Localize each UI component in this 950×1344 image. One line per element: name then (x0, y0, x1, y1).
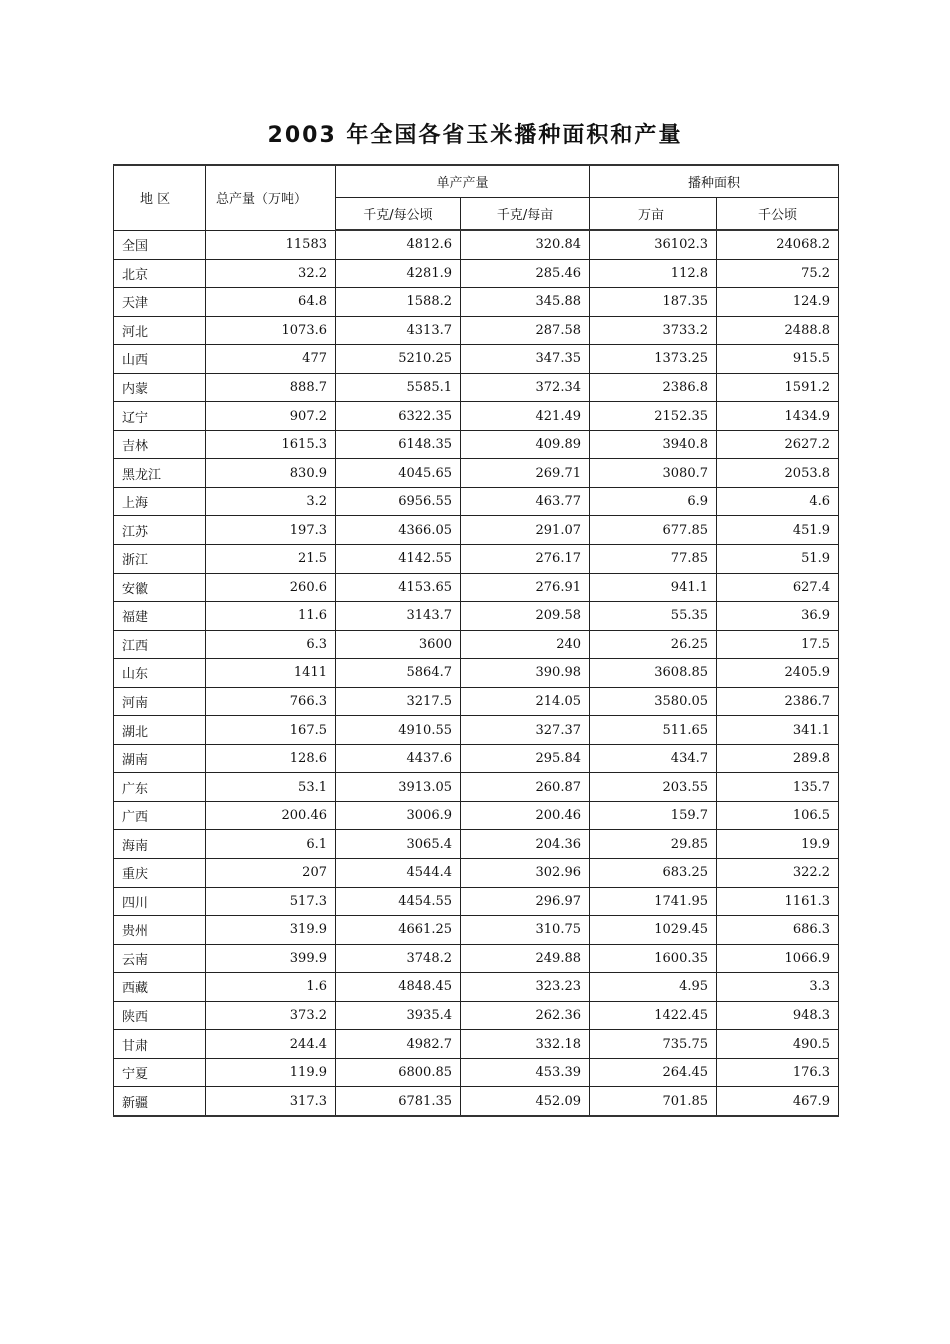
region-cell: 全国 (114, 230, 206, 259)
thousand-ha-cell: 176.3 (717, 1058, 839, 1087)
total-output-cell: 167.5 (206, 716, 336, 745)
table-row (114, 973, 839, 1002)
region-cell: 湖北 (114, 716, 206, 745)
kg-per-ha-cell: 6956.55 (336, 487, 461, 516)
thousand-ha-cell: 1591.2 (717, 373, 839, 402)
total-output-cell: 207 (206, 859, 336, 888)
kg-per-ha-cell: 6800.85 (336, 1058, 461, 1087)
total-output-cell: 830.9 (206, 459, 336, 488)
kg-per-mu-cell: 269.71 (461, 459, 590, 488)
kg-per-ha-cell: 4454.55 (336, 887, 461, 916)
table-row (114, 602, 839, 631)
kg-per-mu-cell: 347.35 (461, 345, 590, 374)
table-row (114, 573, 839, 602)
total-output-cell: 11.6 (206, 602, 336, 631)
region-cell: 天津 (114, 288, 206, 317)
table-row (114, 1030, 839, 1059)
thousand-ha-cell: 1161.3 (717, 887, 839, 916)
table-row (114, 1087, 839, 1116)
total-output-cell: 399.9 (206, 944, 336, 973)
thousand-ha-cell: 2405.9 (717, 659, 839, 688)
wan-mu-cell: 1029.45 (590, 916, 717, 945)
table-row (114, 859, 839, 888)
thousand-ha-cell: 19.9 (717, 830, 839, 859)
kg-per-ha-cell: 3600 (336, 630, 461, 659)
thousand-ha-cell: 124.9 (717, 288, 839, 317)
kg-per-mu-cell: 332.18 (461, 1030, 590, 1059)
table-row (114, 687, 839, 716)
region-cell: 重庆 (114, 859, 206, 888)
wan-mu-cell: 1741.95 (590, 887, 717, 916)
kg-per-ha-cell: 4366.05 (336, 516, 461, 545)
thousand-ha-cell: 24068.2 (717, 230, 839, 259)
wan-mu-cell: 3608.85 (590, 659, 717, 688)
kg-per-ha-cell: 6322.35 (336, 402, 461, 431)
kg-per-ha-cell: 5210.25 (336, 345, 461, 374)
kg-per-ha-cell: 4982.7 (336, 1030, 461, 1059)
wan-mu-cell: 3080.7 (590, 459, 717, 488)
region-cell: 上海 (114, 487, 206, 516)
kg-per-mu-cell: 295.84 (461, 744, 590, 773)
kg-per-mu-cell: 452.09 (461, 1087, 590, 1116)
kg-per-ha-cell: 4437.6 (336, 744, 461, 773)
total-output-cell: 1615.3 (206, 430, 336, 459)
region-cell: 黑龙江 (114, 459, 206, 488)
kg-per-mu-cell: 200.46 (461, 801, 590, 830)
region-cell: 甘肃 (114, 1030, 206, 1059)
table-row (114, 830, 839, 859)
kg-per-mu-cell: 409.89 (461, 430, 590, 459)
kg-per-ha-cell: 4812.6 (336, 230, 461, 259)
header-total-output: 总产量（万吨） (206, 165, 336, 230)
total-output-cell: 317.3 (206, 1087, 336, 1116)
kg-per-ha-cell: 5585.1 (336, 373, 461, 402)
region-cell: 贵州 (114, 916, 206, 945)
kg-per-ha-cell: 5864.7 (336, 659, 461, 688)
kg-per-mu-cell: 323.23 (461, 973, 590, 1002)
total-output-cell: 119.9 (206, 1058, 336, 1087)
kg-per-ha-cell: 3143.7 (336, 602, 461, 631)
table-row (114, 744, 839, 773)
thousand-ha-cell: 3.3 (717, 973, 839, 1002)
thousand-ha-cell: 17.5 (717, 630, 839, 659)
region-cell: 广西 (114, 801, 206, 830)
thousand-ha-cell: 2488.8 (717, 316, 839, 345)
total-output-cell: 244.4 (206, 1030, 336, 1059)
kg-per-mu-cell: 345.88 (461, 288, 590, 317)
kg-per-ha-cell: 3935.4 (336, 1001, 461, 1030)
region-cell: 四川 (114, 887, 206, 916)
table-row (114, 773, 839, 802)
total-output-cell: 373.2 (206, 1001, 336, 1030)
table-row (114, 345, 839, 374)
region-cell: 湖南 (114, 744, 206, 773)
table-row (114, 916, 839, 945)
region-cell: 陕西 (114, 1001, 206, 1030)
kg-per-mu-cell: 249.88 (461, 944, 590, 973)
thousand-ha-cell: 467.9 (717, 1087, 839, 1116)
wan-mu-cell: 2386.8 (590, 373, 717, 402)
total-output-cell: 477 (206, 345, 336, 374)
header-kg-per-mu: 千克/每亩 (461, 198, 590, 231)
wan-mu-cell: 55.35 (590, 602, 717, 631)
total-output-cell: 21.5 (206, 545, 336, 574)
header-thousand-ha: 千公顷 (717, 198, 839, 231)
table-row (114, 259, 839, 288)
kg-per-mu-cell: 463.77 (461, 487, 590, 516)
total-output-cell: 6.3 (206, 630, 336, 659)
wan-mu-cell: 735.75 (590, 1030, 717, 1059)
kg-per-ha-cell: 4281.9 (336, 259, 461, 288)
kg-per-ha-cell: 3913.05 (336, 773, 461, 802)
total-output-cell: 319.9 (206, 916, 336, 945)
wan-mu-cell: 3940.8 (590, 430, 717, 459)
wan-mu-cell: 941.1 (590, 573, 717, 602)
region-cell: 安徽 (114, 573, 206, 602)
kg-per-mu-cell: 372.34 (461, 373, 590, 402)
kg-per-mu-cell: 302.96 (461, 859, 590, 888)
total-output-cell: 3.2 (206, 487, 336, 516)
kg-per-ha-cell: 4910.55 (336, 716, 461, 745)
thousand-ha-cell: 4.6 (717, 487, 839, 516)
total-output-cell: 11583 (206, 230, 336, 259)
table-row (114, 716, 839, 745)
wan-mu-cell: 2152.35 (590, 402, 717, 431)
total-output-cell: 907.2 (206, 402, 336, 431)
table-row (114, 659, 839, 688)
kg-per-mu-cell: 204.36 (461, 830, 590, 859)
kg-per-mu-cell: 276.91 (461, 573, 590, 602)
kg-per-mu-cell: 291.07 (461, 516, 590, 545)
kg-per-ha-cell: 4153.65 (336, 573, 461, 602)
wan-mu-cell: 511.65 (590, 716, 717, 745)
kg-per-mu-cell: 276.17 (461, 545, 590, 574)
kg-per-mu-cell: 310.75 (461, 916, 590, 945)
wan-mu-cell: 1373.25 (590, 345, 717, 374)
wan-mu-cell: 77.85 (590, 545, 717, 574)
table-row (114, 487, 839, 516)
thousand-ha-cell: 51.9 (717, 545, 839, 574)
total-output-cell: 517.3 (206, 887, 336, 916)
wan-mu-cell: 1422.45 (590, 1001, 717, 1030)
table-row (114, 516, 839, 545)
region-cell: 山西 (114, 345, 206, 374)
thousand-ha-cell: 2627.2 (717, 430, 839, 459)
region-cell: 西藏 (114, 973, 206, 1002)
region-cell: 福建 (114, 602, 206, 631)
total-output-cell: 888.7 (206, 373, 336, 402)
total-output-cell: 200.46 (206, 801, 336, 830)
kg-per-ha-cell: 6148.35 (336, 430, 461, 459)
total-output-cell: 197.3 (206, 516, 336, 545)
region-cell: 吉林 (114, 430, 206, 459)
table-row (114, 887, 839, 916)
wan-mu-cell: 683.25 (590, 859, 717, 888)
table-row (114, 316, 839, 345)
page-title: 2003 年全国各省玉米播种面积和产量 (267, 123, 683, 148)
total-output-cell: 128.6 (206, 744, 336, 773)
table-row (114, 288, 839, 317)
wan-mu-cell: 434.7 (590, 744, 717, 773)
table-row (114, 402, 839, 431)
total-output-cell: 260.6 (206, 573, 336, 602)
region-cell: 内蒙 (114, 373, 206, 402)
header-sown-area: 播种面积 (590, 165, 839, 198)
kg-per-ha-cell: 3748.2 (336, 944, 461, 973)
region-cell: 宁夏 (114, 1058, 206, 1087)
wan-mu-cell: 264.45 (590, 1058, 717, 1087)
total-output-cell: 64.8 (206, 288, 336, 317)
kg-per-mu-cell: 287.58 (461, 316, 590, 345)
wan-mu-cell: 6.9 (590, 487, 717, 516)
kg-per-ha-cell: 1588.2 (336, 288, 461, 317)
thousand-ha-cell: 36.9 (717, 602, 839, 631)
kg-per-mu-cell: 421.49 (461, 402, 590, 431)
total-output-cell: 53.1 (206, 773, 336, 802)
total-output-cell: 1073.6 (206, 316, 336, 345)
wan-mu-cell: 1600.35 (590, 944, 717, 973)
kg-per-mu-cell: 240 (461, 630, 590, 659)
kg-per-mu-cell: 296.97 (461, 887, 590, 916)
region-cell: 北京 (114, 259, 206, 288)
thousand-ha-cell: 915.5 (717, 345, 839, 374)
thousand-ha-cell: 289.8 (717, 744, 839, 773)
thousand-ha-cell: 627.4 (717, 573, 839, 602)
table-row (114, 1001, 839, 1030)
wan-mu-cell: 36102.3 (590, 230, 717, 259)
kg-per-ha-cell: 3006.9 (336, 801, 461, 830)
region-cell: 江西 (114, 630, 206, 659)
table-row (114, 459, 839, 488)
kg-per-ha-cell: 4313.7 (336, 316, 461, 345)
total-output-cell: 1.6 (206, 973, 336, 1002)
table-row (114, 230, 839, 259)
wan-mu-cell: 29.85 (590, 830, 717, 859)
thousand-ha-cell: 135.7 (717, 773, 839, 802)
kg-per-mu-cell: 214.05 (461, 687, 590, 716)
kg-per-mu-cell: 390.98 (461, 659, 590, 688)
kg-per-ha-cell: 3065.4 (336, 830, 461, 859)
region-cell: 浙江 (114, 545, 206, 574)
kg-per-ha-cell: 4142.55 (336, 545, 461, 574)
region-cell: 河北 (114, 316, 206, 345)
thousand-ha-cell: 1066.9 (717, 944, 839, 973)
thousand-ha-cell: 75.2 (717, 259, 839, 288)
kg-per-ha-cell: 4848.45 (336, 973, 461, 1002)
thousand-ha-cell: 686.3 (717, 916, 839, 945)
header-wan-mu: 万亩 (590, 198, 717, 231)
region-cell: 云南 (114, 944, 206, 973)
kg-per-ha-cell: 6781.35 (336, 1087, 461, 1116)
region-cell: 海南 (114, 830, 206, 859)
kg-per-mu-cell: 262.36 (461, 1001, 590, 1030)
wan-mu-cell: 159.7 (590, 801, 717, 830)
wan-mu-cell: 112.8 (590, 259, 717, 288)
kg-per-mu-cell: 209.58 (461, 602, 590, 631)
header-region: 地 区 (114, 165, 206, 230)
thousand-ha-cell: 1434.9 (717, 402, 839, 431)
region-cell: 广东 (114, 773, 206, 802)
thousand-ha-cell: 2053.8 (717, 459, 839, 488)
table-row (114, 1058, 839, 1087)
kg-per-mu-cell: 453.39 (461, 1058, 590, 1087)
total-output-cell: 766.3 (206, 687, 336, 716)
kg-per-ha-cell: 4661.25 (336, 916, 461, 945)
corn-data-table (113, 164, 839, 1117)
region-cell: 辽宁 (114, 402, 206, 431)
kg-per-ha-cell: 4544.4 (336, 859, 461, 888)
total-output-cell: 1411 (206, 659, 336, 688)
kg-per-mu-cell: 285.46 (461, 259, 590, 288)
wan-mu-cell: 187.35 (590, 288, 717, 317)
kg-per-ha-cell: 4045.65 (336, 459, 461, 488)
header-kg-per-ha: 千克/每公顷 (336, 198, 461, 231)
table-row (114, 430, 839, 459)
total-output-cell: 6.1 (206, 830, 336, 859)
thousand-ha-cell: 948.3 (717, 1001, 839, 1030)
thousand-ha-cell: 490.5 (717, 1030, 839, 1059)
thousand-ha-cell: 451.9 (717, 516, 839, 545)
kg-per-mu-cell: 327.37 (461, 716, 590, 745)
kg-per-mu-cell: 260.87 (461, 773, 590, 802)
wan-mu-cell: 26.25 (590, 630, 717, 659)
table-row (114, 545, 839, 574)
wan-mu-cell: 3733.2 (590, 316, 717, 345)
thousand-ha-cell: 2386.7 (717, 687, 839, 716)
region-cell: 河南 (114, 687, 206, 716)
kg-per-ha-cell: 3217.5 (336, 687, 461, 716)
total-output-cell: 32.2 (206, 259, 336, 288)
thousand-ha-cell: 322.2 (717, 859, 839, 888)
kg-per-mu-cell: 320.84 (461, 230, 590, 259)
thousand-ha-cell: 341.1 (717, 716, 839, 745)
table-row (114, 630, 839, 659)
region-cell: 山东 (114, 659, 206, 688)
wan-mu-cell: 3580.05 (590, 687, 717, 716)
region-cell: 江苏 (114, 516, 206, 545)
wan-mu-cell: 203.55 (590, 773, 717, 802)
wan-mu-cell: 701.85 (590, 1087, 717, 1116)
wan-mu-cell: 677.85 (590, 516, 717, 545)
table-row (114, 801, 839, 830)
thousand-ha-cell: 106.5 (717, 801, 839, 830)
table-row (114, 944, 839, 973)
region-cell: 新疆 (114, 1087, 206, 1116)
table-row (114, 373, 839, 402)
header-unit-yield: 单产产量 (336, 165, 590, 198)
wan-mu-cell: 4.95 (590, 973, 717, 1002)
